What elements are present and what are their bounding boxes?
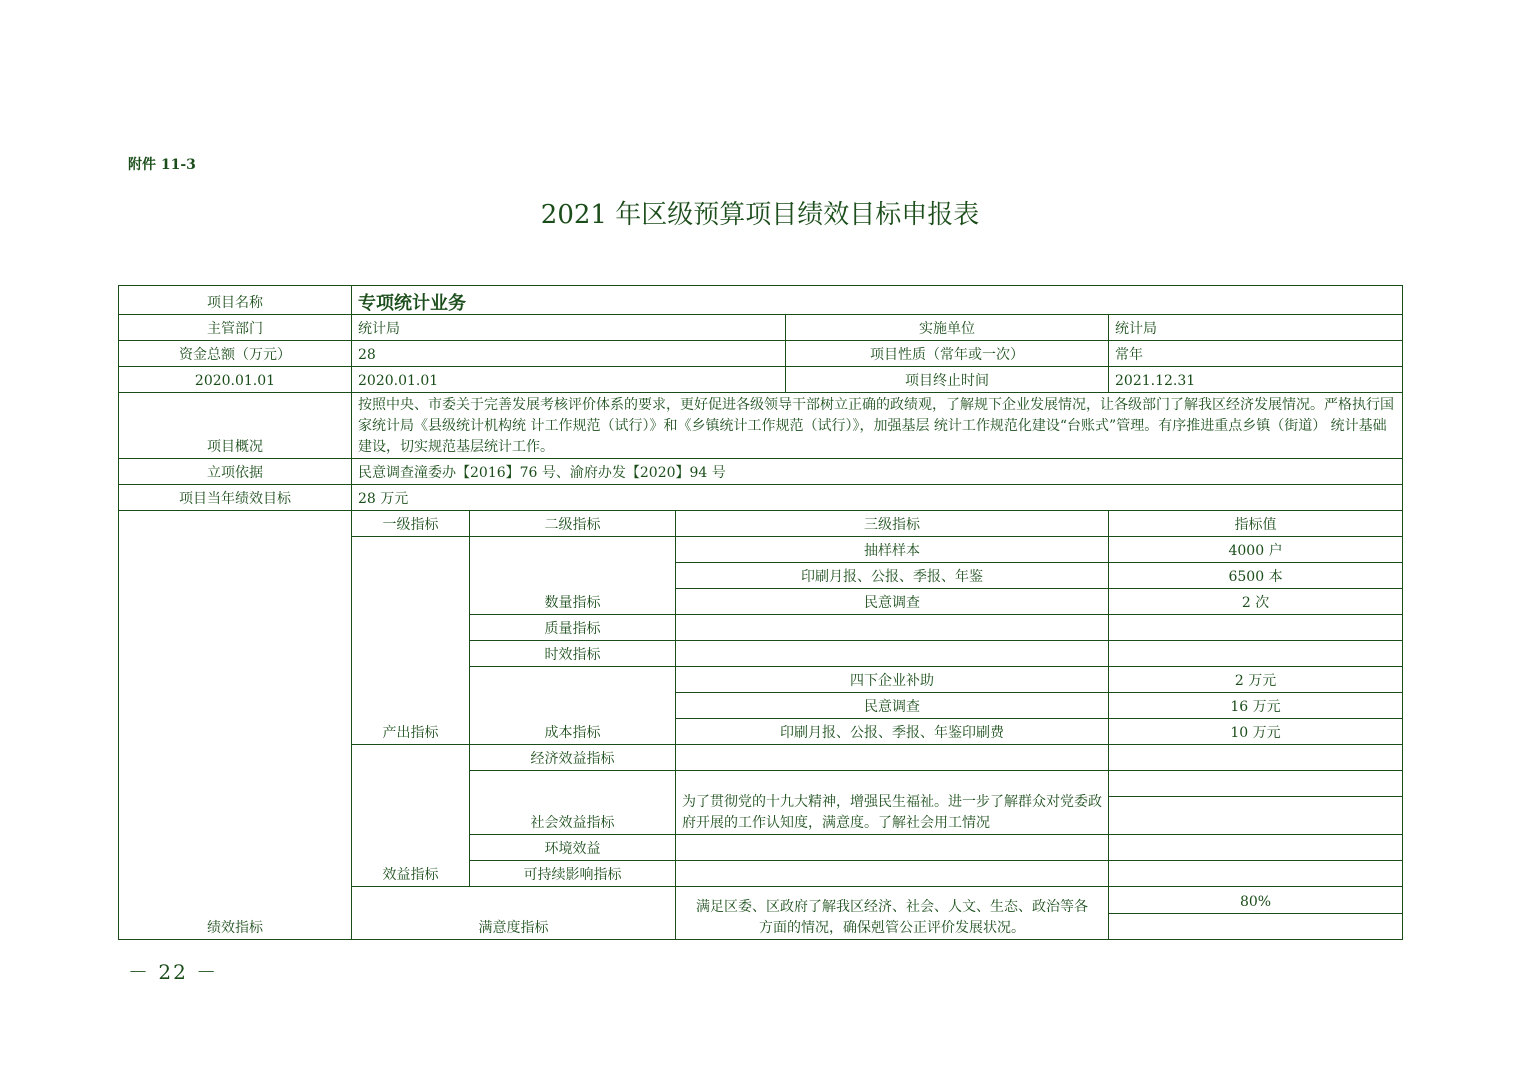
quantity-item-name: 民意调查: [676, 589, 1109, 615]
overview-text: 按照中央、市委关于完善发展考核评价体系的要求，更好促进各级领导干部树立正确的政绩观，了解规下企业发展情况，让各级部门了解我区经济发展情况。严格执行国家统计局《县级统计机构统 计工作规范（试行）》和《乡镇统计工作规范（试行）》，加强基层 统计工作规范化建设“台账式”管理。有序推进重点乡镇（街道） 统计基础建设，切实规范基层统计工作。: [352, 393, 1403, 459]
quantity-item-value: 2 次: [1109, 589, 1403, 615]
annual-goal-label: 项目当年绩效目标: [119, 485, 352, 511]
quantity-indicator-label: 数量指标: [470, 537, 676, 615]
timeliness-indicator-value: [1109, 641, 1403, 667]
header-level3: 三级指标: [676, 511, 1109, 537]
sustainability-value: [1109, 861, 1403, 887]
quality-indicator-value: [1109, 615, 1403, 641]
sustainability-content: [676, 861, 1109, 887]
economic-benefit-value: [1109, 745, 1403, 771]
end-date-label: 项目终止时间: [786, 367, 1109, 393]
header-value: 指标值: [1109, 511, 1403, 537]
quality-indicator-name: [676, 615, 1109, 641]
social-benefit-label: 社会效益指标: [470, 771, 676, 835]
performance-indicators-label: 绩效指标: [119, 511, 352, 940]
project-name-value: 专项统计业务: [352, 286, 1403, 315]
social-benefit-content: 为了贯彻党的十九大精神，增强民生福祉。进一步了解群众对党委政府开展的工作认知度，满意度。了解社会用工情况: [676, 771, 1109, 835]
basis-value: 民意调查潼委办【2016】76 号、渝府办发【2020】94 号: [352, 459, 1403, 485]
economic-benefit-content: [676, 745, 1109, 771]
cost-item-value: 10 万元: [1109, 719, 1403, 745]
sustainability-label: 可持续影响指标: [470, 861, 676, 887]
benefit-indicator-label: 效益指标: [352, 745, 470, 887]
performance-target-table: [118, 285, 1403, 940]
page-number: － 22 －: [128, 960, 219, 984]
satisfaction-indicator-label: 满意度指标: [352, 887, 676, 940]
cost-item-value: 2 万元: [1109, 667, 1403, 693]
dept-label: 主管部门: [119, 315, 352, 341]
fund-total-label: 资金总额（万元）: [119, 341, 352, 367]
end-date-value: 2021.12.31: [1109, 367, 1403, 393]
basis-label: 立项依据: [119, 459, 352, 485]
overview-label: 项目概况: [119, 393, 352, 459]
project-nature-label: 项目性质（常年或一次）: [786, 341, 1109, 367]
header-level2: 二级指标: [470, 511, 676, 537]
social-benefit-value: [1109, 771, 1403, 797]
satisfaction-content: 满足区委、区政府了解我区经济、社会、人文、生态、政治等各方面的情况，确保剋管公正评价发展状况。: [676, 887, 1109, 940]
project-name-label: 项目名称: [119, 286, 352, 315]
start-date-label: 2020.01.01: [119, 367, 352, 393]
annual-goal-value: 28 万元: [352, 485, 1403, 511]
social-benefit-value-2: [1109, 797, 1403, 835]
cost-indicator-label: 成本指标: [470, 667, 676, 745]
attachment-number: 附件 11-3: [128, 157, 196, 173]
cost-item-name: 民意调查: [676, 693, 1109, 719]
environment-benefit-content: [676, 835, 1109, 861]
start-date-value: 2020.01.01: [352, 367, 786, 393]
cost-item-name: 四下企业补助: [676, 667, 1109, 693]
dept-value: 统计局: [352, 315, 786, 341]
environment-benefit-value: [1109, 835, 1403, 861]
project-nature-value: 常年: [1109, 341, 1403, 367]
satisfaction-value: 80%: [1109, 887, 1403, 914]
quantity-item-value: 6500 本: [1109, 563, 1403, 589]
quantity-item-value: 4000 户: [1109, 537, 1403, 563]
impl-unit-value: 统计局: [1109, 315, 1403, 341]
impl-unit-label: 实施单位: [786, 315, 1109, 341]
quantity-item-name: 印刷月报、公报、季报、年鉴: [676, 563, 1109, 589]
header-level1: 一级指标: [352, 511, 470, 537]
cost-item-name: 印刷月报、公报、季报、年鉴印刷费: [676, 719, 1109, 745]
environment-benefit-label: 环境效益: [470, 835, 676, 861]
cost-item-value: 16 万元: [1109, 693, 1403, 719]
economic-benefit-label: 经济效益指标: [470, 745, 676, 771]
output-indicator-label: 产出指标: [352, 537, 470, 745]
quality-indicator-label: 质量指标: [470, 615, 676, 641]
timeliness-indicator-label: 时效指标: [470, 641, 676, 667]
timeliness-indicator-name: [676, 641, 1109, 667]
quantity-item-name: 抽样样本: [676, 537, 1109, 563]
fund-total-value: 28: [352, 341, 786, 367]
page-title: 2021 年区级预算项目绩效目标申报表: [540, 200, 980, 230]
satisfaction-value-2: [1109, 913, 1403, 940]
